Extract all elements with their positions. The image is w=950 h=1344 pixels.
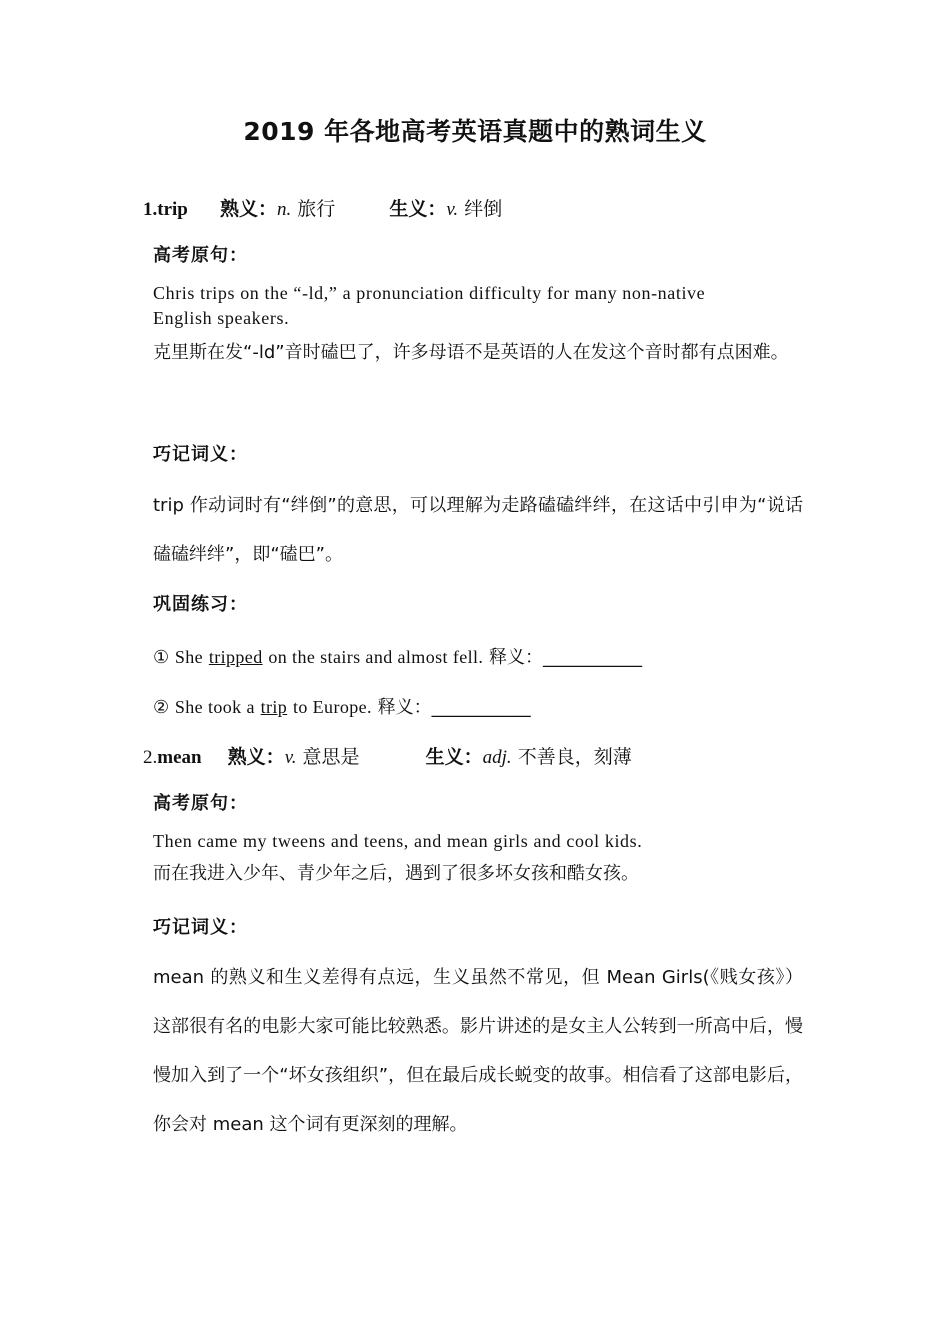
entry-1-sentence-en-line-1: Chris trips on the “-ld,” a pronunciation difficulty for many non-native bbox=[153, 283, 706, 303]
exercise-2 bbox=[153, 693, 531, 719]
entry-1-sentence-en-line-2: English speakers. bbox=[153, 308, 290, 328]
entry-1-practice-label: 巩固练习： bbox=[153, 594, 248, 615]
entry-1-sentence-cn: 克里斯在发“-ld”音时磕巴了，许多母语不是英语的人在发这个音时都有点困难。 bbox=[153, 342, 789, 363]
exercise-1-post: on the stairs and almost fell. bbox=[268, 647, 484, 667]
entry-2-familiar-pos: v. bbox=[284, 747, 297, 768]
familiar-label-2: 熟义： bbox=[227, 746, 285, 768]
entry-2-number: 2. bbox=[143, 747, 158, 768]
exercise-1-mark: ① bbox=[153, 647, 170, 668]
entry-1-header bbox=[143, 194, 502, 221]
entry-1-new-pos: v. bbox=[446, 199, 459, 220]
entry-1-word: 1.trip bbox=[143, 199, 188, 220]
exercise-2-target-word: trip bbox=[260, 697, 288, 717]
entry-1-memory-label: 巧记词义： bbox=[153, 444, 248, 465]
entry-2-sentence-en: Then came my tweens and teens, and mean girls and cool kids. bbox=[153, 831, 643, 851]
entry-2-header bbox=[143, 742, 632, 769]
entry-1-new-meaning: 绊倒 bbox=[464, 198, 503, 220]
exercise-2-pre: She took a bbox=[174, 697, 255, 717]
entry-2-word: mean bbox=[157, 747, 202, 768]
entry-1-original-label: 高考原句： bbox=[153, 245, 248, 266]
page-title: 2019 年各地高考英语真题中的熟词生义 bbox=[243, 117, 707, 146]
entry-2-memory-text: mean 的熟义和生义差得有点远，生义虽然不常见，但 Mean Girls(《贱女孩》）这部很有名的电影大家可能比较熟悉。影片讲述的是女主人公转到一所高中后，慢慢加入到了一个“坏女孩组织”，但在最后成长蜕变的故事。相信看了这部电影后，你会对 mean 这个词有更深刻的理解。 bbox=[153, 967, 803, 1135]
exercise-2-meaning-label: 释义： bbox=[377, 697, 432, 718]
familiar-label: 熟义： bbox=[219, 198, 277, 220]
entry-1-familiar-pos: n. bbox=[276, 199, 292, 220]
entry-2-sentence-cn: 而在我进入少年、青少年之后，遇到了很多坏女孩和酷女孩。 bbox=[153, 863, 639, 884]
exercise-2-answer-blank[interactable]: ___________ bbox=[431, 697, 531, 718]
entry-2-familiar-meaning: 意思是 bbox=[302, 746, 360, 768]
entry-2-original-label: 高考原句： bbox=[153, 793, 248, 814]
exercise-1-meaning-label: 释义： bbox=[489, 647, 544, 668]
entry-2-new-pos: adj. bbox=[482, 747, 512, 768]
exercise-1-target-word: tripped bbox=[208, 647, 263, 667]
entry-1-familiar-meaning: 旅行 bbox=[297, 198, 336, 220]
exercise-2-mark: ② bbox=[153, 697, 170, 718]
exercise-2-post: to Europe. bbox=[292, 697, 372, 717]
new-label: 生义： bbox=[389, 198, 447, 220]
new-label-2: 生义： bbox=[425, 746, 483, 768]
exercise-1-pre: She bbox=[174, 647, 204, 667]
entry-2-new-meaning: 不善良，刻薄 bbox=[517, 746, 632, 768]
exercise-1-answer-blank[interactable]: ___________ bbox=[543, 647, 643, 668]
entry-2-memory-label: 巧记词义： bbox=[153, 917, 248, 938]
exercise-1 bbox=[153, 643, 642, 669]
entry-1-memory-text: trip 作动词时有“绊倒”的意思，可以理解为走路磕磕绊绊，在这话中引申为“说话磕磕绊绊”，即“磕巴”。 bbox=[153, 495, 803, 565]
